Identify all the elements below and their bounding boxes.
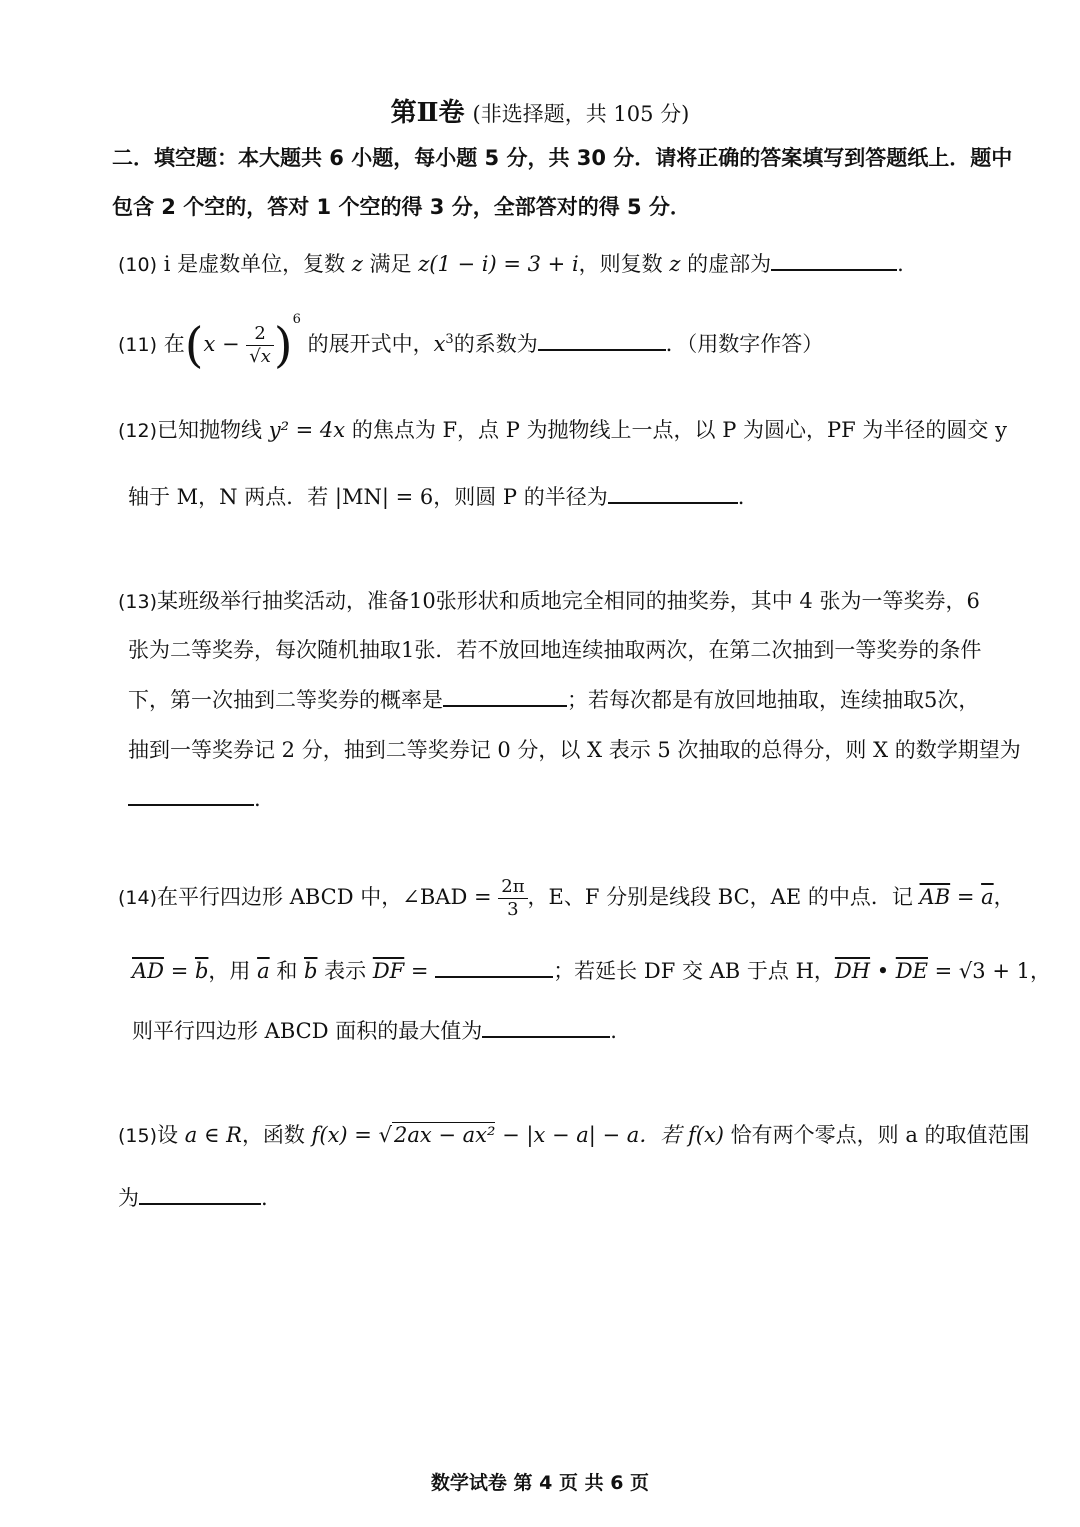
question-14-line-1 — [118, 876, 1015, 921]
q13-line3-b: ；若每次都是有放回地抽取，连续抽取5次， — [567, 688, 980, 712]
section-title-main: 第Ⅱ卷 — [390, 98, 465, 128]
question-14-line-3 — [132, 1015, 617, 1045]
q12-equation: y² = 4x — [268, 418, 346, 442]
answer-blank[interactable] — [538, 329, 666, 351]
q12-line1-a: 已知抛物线 — [157, 418, 269, 442]
q14-vector-ad: $\overline{AD}$ — [132, 959, 165, 983]
answer-blank[interactable] — [482, 1016, 610, 1038]
q14-end: . — [610, 1019, 617, 1043]
q14-vector-b: $\overline{b}$ — [194, 959, 209, 983]
q13-line1: 某班级举行抽奖活动，准备10张形状和质地完全相同的抽奖券，其中 4 张为一等奖券，6 — [157, 589, 980, 613]
q15-fx: f(x) = — [311, 1123, 379, 1147]
question-13-line-1 — [118, 585, 980, 615]
q11-frac-num: 2 — [246, 323, 274, 346]
instruction-line-1: 二．填空题：本大题共 6 小题，每小题 5 分，共 30 分．请将正确的答案填写到答题纸上．题中 — [112, 146, 1013, 170]
q14-df-eq: = — [404, 959, 436, 983]
q15-sqrt-content: 2ax − ax² — [393, 1123, 496, 1147]
q11-text-d: ．（用数字作答） — [665, 332, 824, 356]
answer-blank[interactable] — [128, 784, 254, 806]
question-13-line-2: 张为二等奖券，每次随机抽取1张．若不放回地连续抽取两次，在第二次抽到一等奖券的条件 — [128, 638, 982, 662]
q14-line3: 则平行四边形 ABCD 面积的最大值为 — [132, 1019, 483, 1043]
question-number: (11) — [118, 334, 158, 356]
question-number: (15) — [118, 1125, 158, 1147]
question-10: (10) i 是虚数单位，复数 z 满足 z(1 − i) = 3 + i，则复数 z 的虚部为 . — [118, 248, 904, 278]
q14-vector-a: $\overline{a}$ — [981, 885, 994, 909]
q14-line2-e: = √3 + 1， — [927, 959, 1051, 983]
q10-end: . — [897, 252, 904, 276]
q10-text-b: 满足 — [362, 252, 419, 276]
q14-dot: • — [870, 959, 896, 983]
q10-text-c: ，则复数 — [578, 252, 670, 276]
q14-line2-b: 和 — [269, 959, 304, 983]
question-15-line-1: (15)设 a ∈ R，函数 f(x) = √2ax − ax² − |x − a| − a．若 f(x) 恰有两个零点，则 a 的取值范围 — [118, 1123, 1030, 1147]
answer-blank[interactable] — [771, 249, 897, 271]
q14-ad-eq: = — [164, 959, 195, 983]
question-15-line-2 — [118, 1182, 268, 1212]
q14-fraction — [498, 876, 527, 921]
q11-x: x − — [203, 332, 240, 356]
q14-frac-den: 3 — [507, 899, 519, 920]
q15-line1-c: − |x − a| − a．若 — [495, 1123, 688, 1147]
q11-text-a: 在 — [163, 332, 185, 356]
q15-fx-2: f(x) — [687, 1123, 724, 1147]
question-14-line-2 — [132, 955, 1051, 985]
q14-line2-d: ；若延长 DF 交 AB 于点 H， — [553, 959, 835, 983]
question-13-line-5 — [128, 784, 261, 811]
q12-line1-b: 的焦点为 F，点 P 为抛物线上一点，以 P 为圆心，PF 为半径的圆交 y — [345, 418, 1007, 442]
section-title — [0, 92, 1080, 129]
q11-exponent: 6 — [292, 312, 301, 327]
q15-line1-b: ，函数 — [241, 1123, 312, 1147]
q15-a-in-r: a ∈ R — [184, 1123, 242, 1147]
q14-vector-de: $\overline{DE}$ — [895, 959, 928, 983]
q11-text-b: 的展开式中， — [307, 332, 434, 356]
question-13-line-3 — [128, 684, 979, 714]
q10-text-d: 的虚部为 — [680, 252, 772, 276]
q11-frac-den: √x — [249, 346, 271, 367]
question-12-line-2 — [128, 481, 744, 511]
answer-blank[interactable] — [443, 685, 567, 707]
question-number: (13) — [118, 591, 158, 613]
q14-line2-a: ，用 — [208, 959, 258, 983]
q11-fraction — [246, 323, 274, 368]
q15-line1-a: 设 — [157, 1123, 185, 1147]
q14-frac-num: 2π — [498, 876, 527, 899]
q12-line2: 轴于 M，N 两点．若 |MN| = 6，则圆 P 的半径为 — [128, 485, 608, 509]
q15-line1-d: 恰有两个零点，则 a 的取值范围 — [724, 1123, 1030, 1147]
question-11: (11) 在(x − $\frac{2}{√x}$ )$^6$ 的展开式中，$x^3$的系数为 ．（用数字作答） — [118, 312, 824, 374]
question-13-line-4: 抽到一等奖券记 2 分，抽到二等奖券记 0 分，以 X 表示 5 次抽取的总得分，则 X 的数学期望为 — [128, 738, 1021, 762]
q14-vector-dh: $\overline{DH}$ — [834, 959, 871, 983]
q13-end: . — [254, 787, 261, 811]
q14-line1-c: ， — [993, 885, 1015, 909]
q15-end: . — [261, 1186, 268, 1210]
q10-text-a: i 是虚数单位，复数 — [163, 252, 352, 276]
q12-end: . — [737, 485, 745, 509]
question-number: (14) — [118, 887, 158, 909]
q14-line2-c: 表示 — [317, 959, 373, 983]
q14-ab-eq: = — [950, 885, 982, 909]
answer-blank[interactable] — [139, 1183, 261, 1205]
q11-x3: x — [433, 332, 446, 356]
question-number: (12) — [118, 420, 158, 442]
section-title-subtitle: (非选择题，共 105 分) — [472, 102, 690, 126]
q14-line1-a: 在平行四边形 ABCD 中，∠BAD = — [157, 885, 492, 909]
q11-text-c: 的系数为 — [453, 332, 538, 356]
q14-vector-b-2: $\overline{b}$ — [304, 959, 318, 983]
q14-vector-ab: $\overline{AB}$ — [919, 885, 951, 909]
q11-x3-exp: 3 — [445, 332, 454, 347]
answer-blank[interactable] — [608, 482, 738, 504]
q10-equation: z(1 − i) = 3 + i — [418, 252, 579, 276]
question-number: (10) — [118, 254, 158, 276]
q13-line3-a: 下，第一次抽到二等奖券的概率是 — [128, 688, 443, 712]
q15-line2: 为 — [118, 1186, 139, 1210]
q14-vector-a-2: $\overline{a}$ — [257, 959, 270, 983]
instruction-line-2: 包含 2 个空的，答对 1 个空的得 3 分，全部答对的得 5 分． — [112, 195, 691, 219]
question-12-line-1 — [118, 414, 1007, 444]
page-footer: 数学试卷 第 4 页 共 6 页 — [430, 1472, 650, 1494]
q14-vector-df: $\overline{DF}$ — [372, 959, 405, 983]
q14-line1-b: ，E、F 分别是线段 BC，AE 的中点．记 — [527, 885, 920, 909]
answer-blank[interactable] — [435, 956, 553, 978]
